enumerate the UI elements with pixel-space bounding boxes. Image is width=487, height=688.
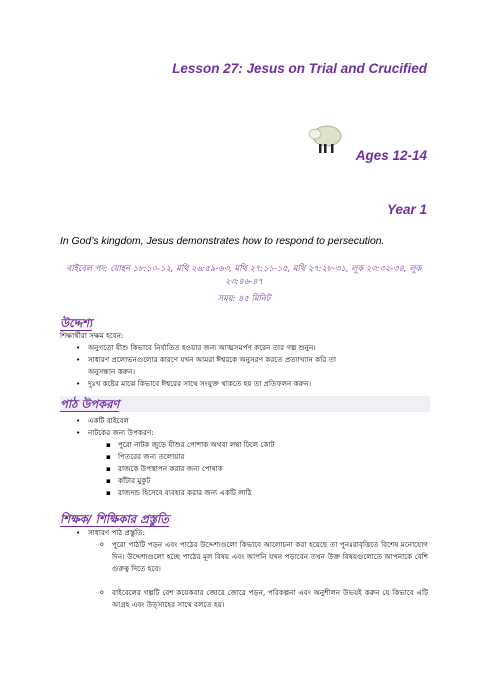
- preparation-heading: শিক্ষক/ শিক্ষিকার প্রস্তুতি: [60, 512, 169, 526]
- preparation-item: • সাধারণ পাঠ প্রস্তুতি:: [88, 527, 145, 539]
- lamb-icon: [305, 124, 347, 156]
- circle-bullet-icon: o: [100, 589, 104, 596]
- material-sub-item: ▪ পিতরের জন্য তলোয়ার: [118, 451, 185, 463]
- bible-passage: বাইবেল পদ: যোহন ১৮:১০-১২, মথি ২৬:৫৯-৬৩, মথি ২৭:১১-১৫, মথি ২৭:২৮-৩১, লূক ২৩:৩২-৩৪, লূক ২৩:৪৬-৪৭: [66, 263, 422, 286]
- circle-bullet-icon: o: [100, 541, 104, 548]
- material-sub-item: ▪ রাজকে উপস্থাপন করার জন্য পোষাক: [118, 463, 223, 475]
- material-sub-item: ▪ কাঁটার মুকুট: [118, 475, 150, 487]
- material-sub-item: ▪ পুরো নাটক জুড়ে যীশুর পোশাক অথবা লম্বা ঢিলে কোট: [118, 439, 274, 451]
- lesson-time: সময়: ৪৫ মিনিট: [217, 293, 271, 303]
- materials-heading: পাঠ উপকরণ: [60, 397, 120, 411]
- year-label: Year 1: [386, 202, 427, 217]
- preparation-step: [100, 587, 428, 611]
- objectives-heading: উদ্দেশ্য: [60, 316, 93, 330]
- material-item: • নাটকের জন্য উপকরণ:: [88, 427, 154, 439]
- objective-item: • দুঃখ কষ্টের মাঝে কিভাবে ঈশ্বরের সাথে সংযুক্ত থাকতে হয় তা প্রতিফলন করুন।: [88, 378, 311, 390]
- material-sub-item: ▪ রাজদন্ড হিসেবে ব্যবহার করার জন্য একটি লাঠি: [118, 487, 252, 499]
- theme-statement: In God’s kingdom, Jesus demonstrates how to respond to persecution.: [60, 236, 385, 247]
- objective-item-continued: অনুসন্ধান করুন।: [88, 367, 136, 376]
- lesson-title: Lesson 27: Jesus on Trial and Crucified: [172, 61, 427, 76]
- preparation-step: [100, 539, 428, 575]
- ages-label: Ages 12-14: [355, 148, 427, 163]
- preparation-step-text: পুরো পাঠটি পড়ন এবং পাঠের উদ্দেশ্যগুলো কিভাবে আলোচনা করা হয়েছে তা পুনঃরাবৃত্তিতে বিশেষ মনোযোগ দিন। উদ্দেশ্যগুলো হচ্ছে পাঠের মূল বিষয় এবং আপনি যখন পড়াবেন তখন উক্ত বিষয়গুলোতে আপনাকে বেশি গুরুত্ব দিতে হবে।: [112, 540, 428, 573]
- objectives-intro: শিক্ষার্থীরা সক্ষম হবেন:: [60, 331, 124, 340]
- material-item: • একটি বাইবেল: [88, 415, 129, 427]
- objective-item: • সাধারণ প্রলোভনগুলোর কারণে যখন আমরা ঈশ্বরকে অনুসরণ করতে প্রত্যাখ্যান করি তা: [88, 354, 336, 366]
- objective-item: • অনুগতো যীশু কিভাবে নির্যাতিত হওয়ার জন্য আত্মসমর্পণ করেন তার গল্প শুনুন।: [88, 342, 316, 354]
- preparation-step-text: বাইবেলের গল্পটি বেশ কয়েকবার জোরে জোরে পড়ন, পরিকল্পনা এবং অনুশীলন উভয়ই করুন যে কিভাবে এটি আগ্রহ এবং উত্সাহের সাথে বলতে হয়।: [112, 588, 428, 609]
